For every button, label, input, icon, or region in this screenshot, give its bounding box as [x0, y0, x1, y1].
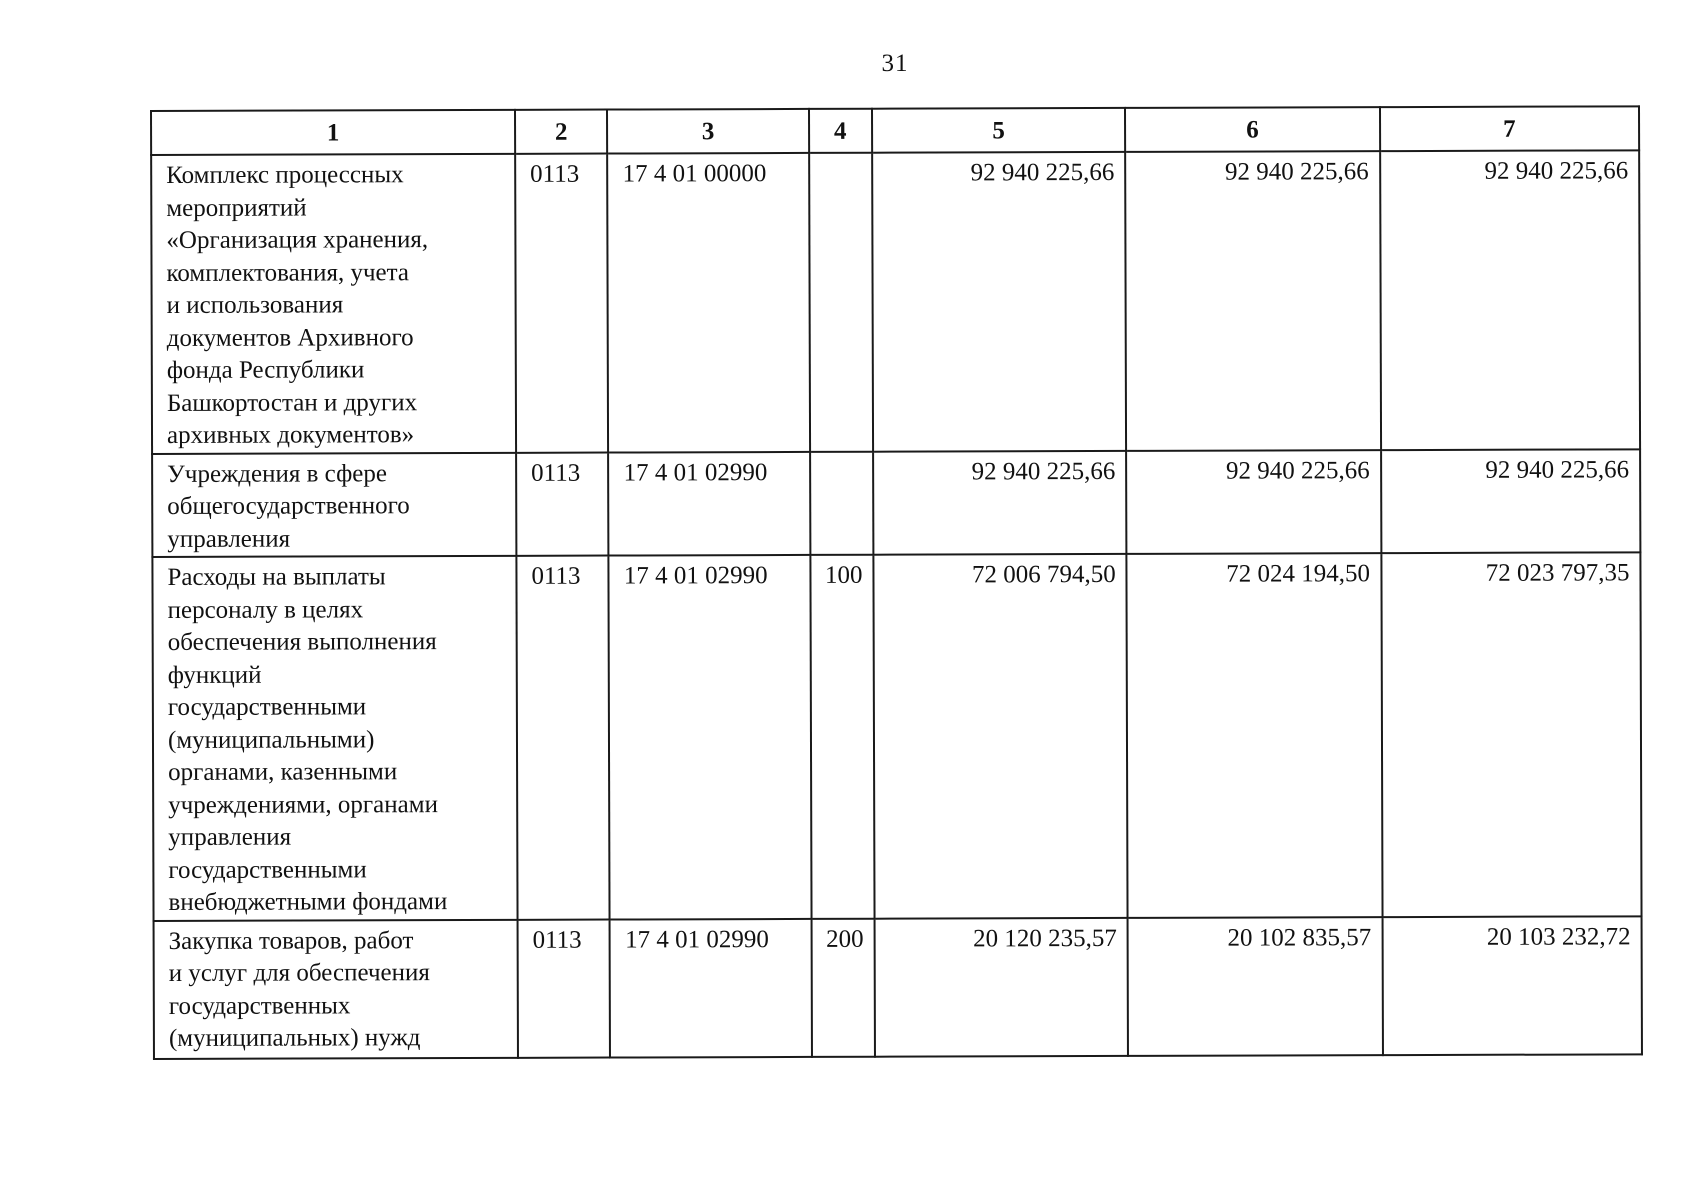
amount-col7-cell: 92 940 225,66 [1380, 150, 1640, 449]
column-header-3: 3 [607, 109, 808, 154]
column-header-6: 6 [1125, 107, 1379, 152]
row-name-cell [154, 919, 518, 1058]
table-row [152, 552, 1641, 920]
target-article-cell: 17 4 01 02990 [610, 918, 812, 1057]
table-row [152, 449, 1640, 557]
row-name-cell [151, 154, 516, 454]
row-name-line: (муниципальных) нужд [168, 1024, 421, 1052]
amount-col6-cell: 72 024 194,50 [1127, 553, 1383, 917]
amount-col7-cell: 72 023 797,35 [1381, 552, 1642, 916]
row-name-line: архивных документов» [166, 421, 415, 449]
target-article-cell: 17 4 01 02990 [609, 555, 811, 919]
page-number: 31 [881, 50, 909, 77]
amount-col6-cell: 20 102 835,57 [1128, 917, 1383, 1056]
row-name-cell [152, 556, 517, 921]
row-name-line: и услуг для обеспечения [168, 959, 430, 987]
row-name-line: обеспечения выполнения [167, 628, 437, 656]
section-code-cell: 0113 [516, 452, 609, 556]
row-name-line: Учреждения в сфере [167, 459, 387, 488]
table-row [151, 150, 1640, 453]
row-name-line: органами, казенными [168, 758, 398, 786]
table-row [154, 916, 1642, 1059]
expense-type-cell [809, 153, 873, 452]
amount-col6-cell: 92 940 225,66 [1125, 151, 1380, 450]
section-code-cell: 0113 [517, 919, 610, 1057]
amount-col5-cell: 92 940 225,66 [872, 152, 1126, 451]
column-header-4: 4 [809, 109, 872, 153]
row-name-line: документов Архивного [166, 323, 414, 352]
row-name-line: фонда Республики [166, 356, 365, 384]
amount-col7-cell: 92 940 225,66 [1381, 449, 1641, 553]
column-header-7: 7 [1380, 106, 1640, 151]
table-body [151, 150, 1642, 1058]
row-name-line: общегосударственного [167, 492, 410, 520]
row-name-line: мероприятий [166, 194, 307, 222]
amount-col5-cell: 72 006 794,50 [873, 554, 1128, 918]
amount-col5-cell: 92 940 225,66 [873, 450, 1127, 554]
row-name-line: внебюджетными фондами [168, 888, 448, 916]
row-name-line: функций [167, 661, 262, 689]
row-name-line: Башкортостан и других [166, 388, 418, 417]
section-code-cell: 0113 [515, 154, 608, 453]
section-code-cell: 0113 [516, 556, 610, 920]
expense-type-cell: 100 [810, 555, 874, 919]
row-name-cell [152, 452, 516, 557]
column-header-5: 5 [872, 108, 1125, 153]
row-name-line: (муниципальными) [167, 725, 375, 754]
row-name-line: Комплекс процессных [166, 161, 404, 189]
row-name-line: и использования [166, 291, 344, 319]
target-article-cell: 17 4 01 00000 [608, 153, 810, 452]
column-header-1: 1 [151, 110, 515, 155]
row-name-line: управления [167, 525, 291, 553]
row-name-line: управления [168, 823, 292, 851]
expense-type-cell: 200 [811, 918, 875, 1056]
target-article-cell: 17 4 01 02990 [609, 451, 810, 555]
row-name-line: государственных [168, 991, 351, 1020]
amount-col5-cell: 20 120 235,57 [874, 917, 1128, 1056]
row-name-line: государственными [168, 855, 367, 884]
row-name-line: «Организация хранения, [166, 226, 429, 254]
expense-type-cell [810, 451, 874, 555]
row-name-line: государственными [167, 693, 367, 721]
row-name-line: учреждениями, органами [168, 790, 438, 819]
amount-col6-cell: 92 940 225,66 [1126, 450, 1381, 554]
budget-table [150, 105, 1643, 1059]
row-name-line: комплектования, учета [166, 258, 409, 287]
row-name-line: Закупка товаров, работ [168, 926, 414, 955]
column-header-2: 2 [515, 110, 608, 154]
header-row [151, 106, 1639, 155]
row-name-line: Расходы на выплаты [167, 563, 386, 591]
amount-col7-cell: 20 103 232,72 [1382, 916, 1642, 1055]
row-name-line: персоналу в целях [167, 595, 364, 624]
